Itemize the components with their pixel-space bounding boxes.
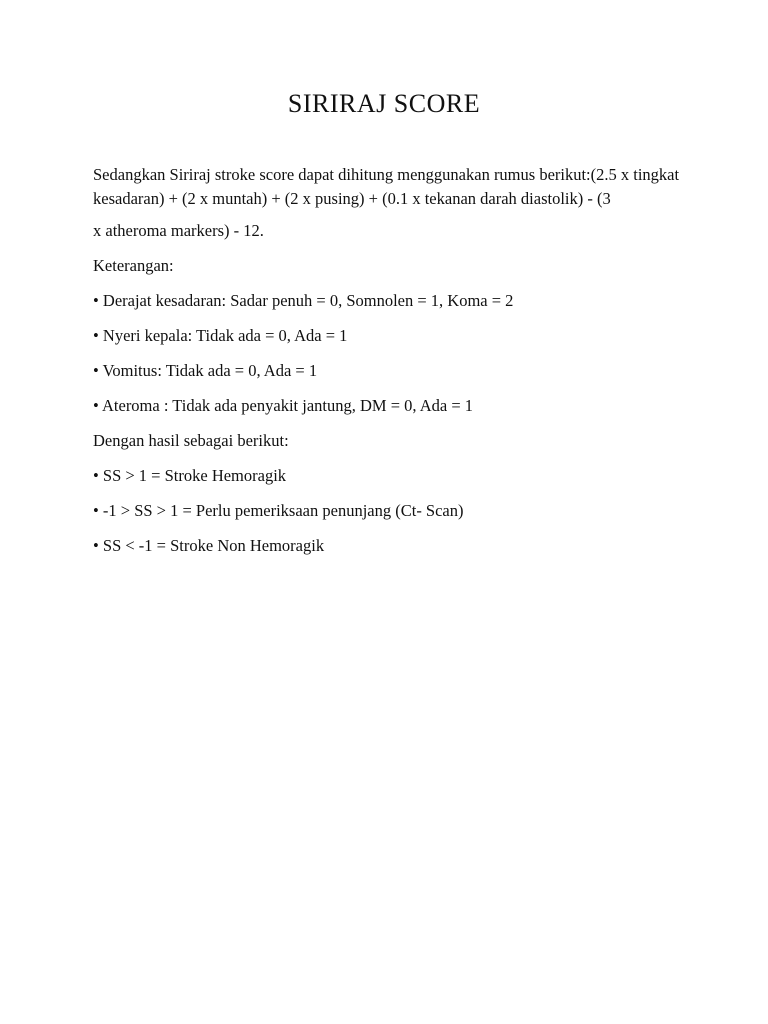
hasil-heading: Dengan hasil sebagai berikut:: [93, 431, 289, 450]
keterangan-item-ateroma: • Ateroma : Tidak ada penyakit jantung, DM = 0, Ada = 1: [93, 396, 474, 415]
page-title: SIRIRAJ SCORE: [287, 89, 481, 118]
formula-continuation: x atheroma markers) - 12.: [93, 221, 264, 240]
hasil-item-hemoragik: • SS > 1 = Stroke Hemoragik: [93, 466, 287, 485]
keterangan-item-vomitus: • Vomitus: Tidak ada = 0, Ada = 1: [93, 361, 318, 380]
keterangan-item-nyeri-kepala: • Nyeri kepala: Tidak ada = 0, Ada = 1: [93, 326, 348, 345]
formula-paragraph: Sedangkan Siriraj stroke score dapat dihitung menggunakan rumus berikut:(2.5 x tingkat kesadaran) + (2 x muntah) + (2 x pusing) + (0.1 x tekanan darah diastolik) - (3: [93, 165, 680, 208]
document-body: [93, 163, 693, 556]
hasil-item-non-hemoragik: • SS < -1 = Stroke Non Hemoragik: [93, 536, 325, 555]
hasil-item-penunjang: • -1 > SS > 1 = Perlu pemeriksaan penunjang (Ct- Scan): [93, 501, 464, 520]
keterangan-heading: Keterangan:: [93, 256, 174, 275]
keterangan-item-kesadaran: • Derajat kesadaran: Sadar penuh = 0, Somnolen = 1, Koma = 2: [93, 291, 514, 310]
